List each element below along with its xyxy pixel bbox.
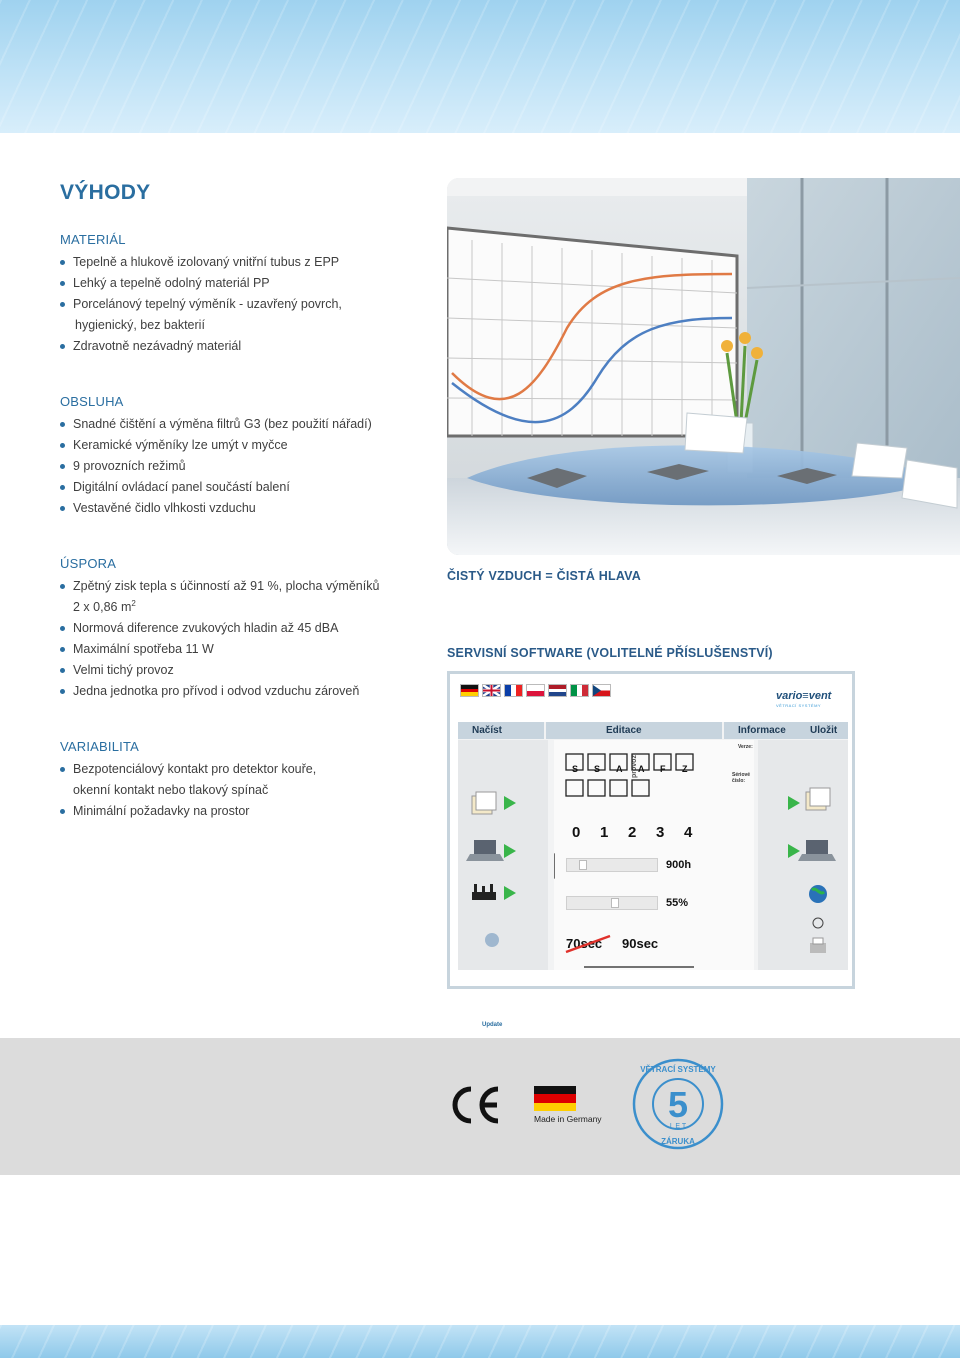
bullet-icon xyxy=(60,626,65,631)
svg-text:ZÁRUKA: ZÁRUKA xyxy=(661,1137,695,1146)
fan-level-4[interactable]: 4 xyxy=(684,824,693,841)
save-file-icon xyxy=(806,788,830,810)
update-globe-icon xyxy=(485,933,499,947)
clock-icon xyxy=(813,918,823,928)
load-file-icon xyxy=(472,792,496,814)
section-material xyxy=(60,232,440,357)
bullet-icon xyxy=(60,584,65,589)
software-mode-area xyxy=(554,740,754,970)
switch-icon xyxy=(584,964,694,970)
tab-editace[interactable]: Editace xyxy=(546,722,722,739)
mode-icon-s1[interactable]: S xyxy=(572,764,579,774)
bottom-decorative-band xyxy=(0,1325,960,1358)
section-heading: OBSLUHA xyxy=(60,394,124,409)
certification-band xyxy=(0,1038,960,1175)
mode-icon-a1[interactable]: A xyxy=(616,764,623,774)
update-label[interactable]: Update xyxy=(482,1022,503,1028)
flag-pl-icon[interactable] xyxy=(526,684,545,697)
mode-icon-f[interactable]: F xyxy=(660,764,666,774)
slider-humidity[interactable] xyxy=(566,896,658,910)
slider-filter-hours[interactable] xyxy=(566,858,658,872)
bullet-icon xyxy=(60,260,65,265)
list-item: Zpětný zisk tepla s účinností až 91 %, plocha výměníků 2 x 0,86 $m^2$ xyxy=(60,576,445,618)
serial-label: Sériové číslo: xyxy=(732,772,751,784)
svg-text:VĚTRACÍ SYSTÉMY: VĚTRACÍ SYSTÉMY xyxy=(640,1065,716,1074)
list-item: Velmi tichý provoz xyxy=(60,660,445,681)
section-uspora xyxy=(60,556,445,702)
flag-nl-icon[interactable] xyxy=(548,684,567,697)
bullet-icon xyxy=(60,689,65,694)
list-item: Digitální ovládací panel součástí balení xyxy=(60,477,440,498)
timer-old-value: 70sec xyxy=(566,936,603,951)
flag-fr-icon[interactable] xyxy=(504,684,523,697)
fan-level-1[interactable]: 1 xyxy=(600,824,609,841)
software-left-column xyxy=(458,740,548,1028)
bullet-icon xyxy=(60,302,65,307)
bullet-icon xyxy=(60,443,65,448)
bullet-icon xyxy=(60,767,65,772)
top-decorative-band xyxy=(0,0,960,133)
section-heading: VARIABILITA xyxy=(60,739,140,754)
strike-icon xyxy=(564,932,614,956)
bullet-icon xyxy=(60,668,65,673)
section-obsluha xyxy=(60,394,440,519)
mode-icon-s2[interactable]: S xyxy=(594,764,601,774)
timer-new-value[interactable]: 90sec xyxy=(622,936,659,951)
list-item: Bezpotenciálový kontakt pro detektor kouře, okenní kontakt nebo tlakový spínač xyxy=(60,759,440,801)
bullet-icon xyxy=(60,422,65,427)
svg-text:L E T: L E T xyxy=(669,1123,687,1130)
mode-icon-z[interactable]: Z xyxy=(682,764,688,774)
software-panel xyxy=(458,722,848,1028)
bullet-icon xyxy=(60,281,65,286)
printer-icon xyxy=(810,938,826,953)
bullet-icon xyxy=(60,809,65,814)
laptop-icon xyxy=(466,840,504,861)
mode-icon-a2[interactable]: A xyxy=(638,764,645,774)
tab-nacist[interactable]: Načíst xyxy=(458,722,544,739)
svg-text:5: 5 xyxy=(667,1084,689,1125)
flag-it-icon[interactable] xyxy=(570,684,589,697)
fan-level-3[interactable]: 3 xyxy=(656,824,665,841)
ce-mark-icon xyxy=(447,1086,501,1124)
flag-gb-icon[interactable] xyxy=(482,684,501,697)
section-variabilita xyxy=(60,739,440,822)
list-item: 9 provozních režimů xyxy=(60,456,440,477)
bullet-icon xyxy=(60,647,65,652)
warranty-seal-icon xyxy=(630,1056,726,1152)
arrow-right-icon xyxy=(504,796,516,810)
software-right-column xyxy=(758,740,848,970)
bullet-icon xyxy=(60,485,65,490)
tab-informace[interactable]: Informace xyxy=(724,722,794,739)
list-item: Porcelánový tepelný výměník - uzavřený povrch, hygienický, bez bakterií xyxy=(60,294,440,336)
tab-ulozit[interactable]: Uložit xyxy=(794,722,848,739)
provoz-label: provoz xyxy=(631,755,638,778)
bullet-icon xyxy=(60,464,65,469)
slider-knob[interactable] xyxy=(579,860,587,870)
list-item: Keramické výměníky lze umýt v myčce xyxy=(60,435,440,456)
bullet-icon xyxy=(60,506,65,511)
flag-cz-icon[interactable] xyxy=(592,684,611,697)
slider-humidity-value: 55% xyxy=(666,897,689,909)
bullet-icon xyxy=(60,344,65,349)
fan-level-2[interactable]: 2 xyxy=(628,824,637,841)
section-heading: ÚSPORA xyxy=(60,556,117,571)
laptop-icon xyxy=(798,840,836,861)
list-item: Minimální požadavky na prostor xyxy=(60,801,440,822)
list-item: Maximální spotřeba 11 W xyxy=(60,639,445,660)
language-flags xyxy=(460,684,611,697)
factory-icon xyxy=(472,884,496,900)
page-title: VÝHODY xyxy=(60,181,151,204)
flag-germany-icon xyxy=(534,1086,576,1111)
slider-filter-hours-value: 900h xyxy=(666,859,692,871)
variovent-logo: vario≡vent VĚTRACÍ SYSTÉMY xyxy=(776,690,832,708)
slider-knob[interactable] xyxy=(611,898,619,908)
heading-clean-air: ČISTÝ VZDUCH = ČISTÁ HLAVA xyxy=(447,569,641,583)
list-item: Jedna jednotka pro přívod i odvod vzduchu zároveň xyxy=(60,681,445,702)
list-item: Tepelně a hlukově izolovaný vnitřní tubus z EPP xyxy=(60,252,440,273)
list-item: Normová diference zvukových hladin až 45 dBA xyxy=(60,618,445,639)
section-heading: MATERIÁL xyxy=(60,232,126,247)
fan-level-0[interactable]: 0 xyxy=(572,824,581,841)
heading-service-software: SERVISNÍ SOFTWARE (VOLITELNÉ PŘÍSLUŠENSTVÍ) xyxy=(447,646,773,660)
list-item: Zdravotně nezávadný materiál xyxy=(60,336,440,357)
made-in-germany-label: Made in Germany xyxy=(534,1114,602,1124)
list-item: Snadné čištění a výměna filtrů G3 (bez použití nářadí) xyxy=(60,414,440,435)
service-software-screenshot xyxy=(447,671,855,1028)
version-label: Verze: xyxy=(738,744,753,750)
software-topbar xyxy=(450,674,852,714)
list-item: Lehký a tepelně odolný materiál PP xyxy=(60,273,440,294)
list-item: Vestavěné čidlo vlhkosti vzduchu xyxy=(60,498,440,519)
flag-de-icon[interactable] xyxy=(460,684,479,697)
software-tabs xyxy=(458,722,848,739)
globe-icon xyxy=(809,885,827,903)
meeting-room-photo xyxy=(447,178,960,555)
